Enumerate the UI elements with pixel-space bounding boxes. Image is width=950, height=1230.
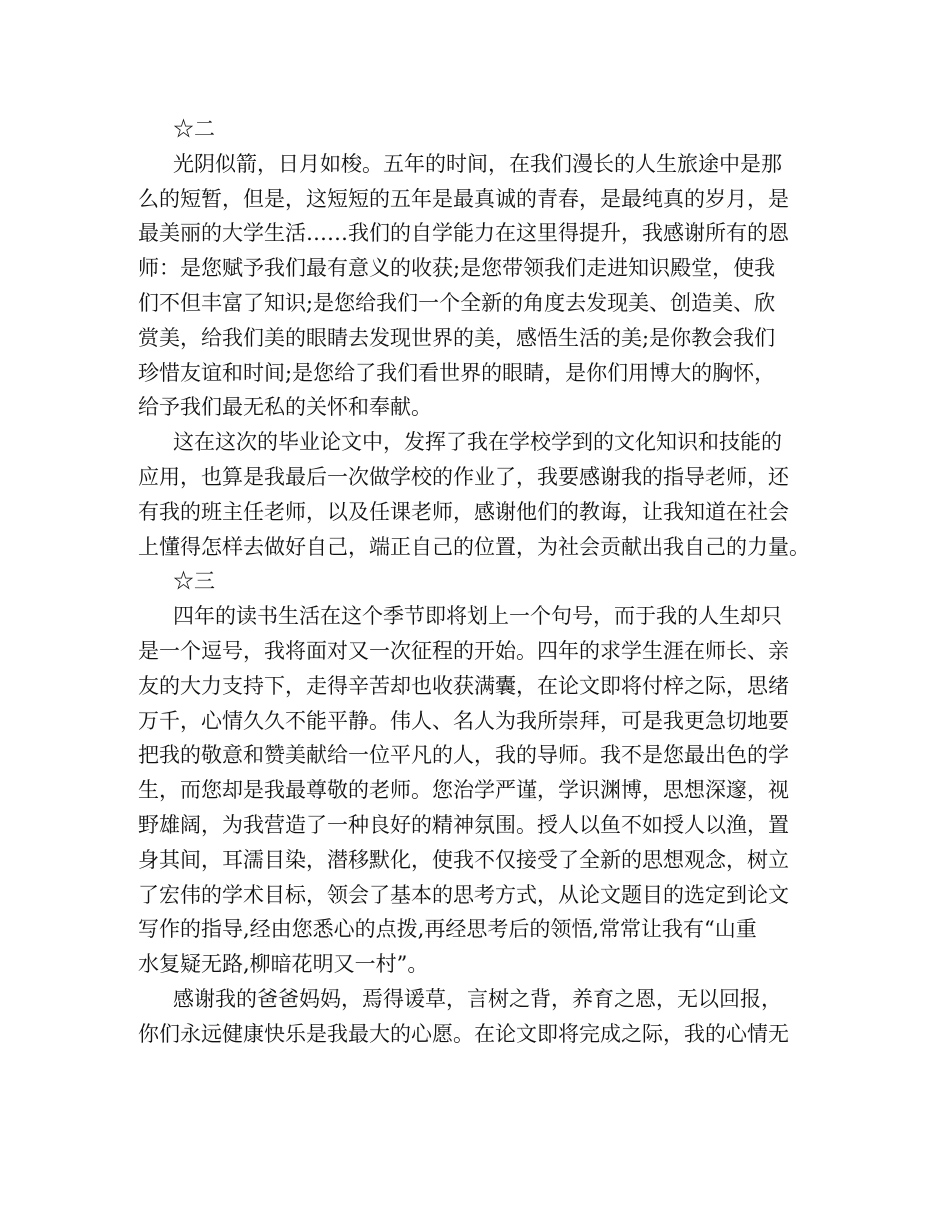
paragraph-line: 们不但丰富了知识;是您给我们一个全新的角度去发现美、创造美、欣: [138, 290, 776, 315]
paragraph: [138, 982, 828, 1052]
section-heading-2: ☆二: [173, 117, 215, 141]
paragraph-line: 最美丽的大学生活……我们的自学能力在这里得提升，我感谢所有的恩: [138, 221, 789, 246]
paragraph: [138, 147, 828, 425]
paragraph-line: 四年的读书生活在这个季节即将划上一个句号，而于我的人生却只: [173, 604, 782, 629]
paragraph-line: 给予我们最无私的关怀和奉献。: [138, 395, 432, 420]
paragraph-line: 这在这次的毕业论文中，发挥了我在学校学到的文化知识和技能的: [173, 430, 782, 455]
paragraph-line: 野雄阔，为我营造了一种良好的精神氛围。授人以鱼不如授人以渔，置: [138, 812, 789, 837]
paragraph-line: 是一个逗号，我将面对又一次征程的开始。四年的求学生涯在师长、亲: [138, 638, 789, 663]
paragraph-line: 感谢我的爸爸妈妈，焉得谖草，言树之背，养育之恩，无以回报，: [173, 986, 782, 1011]
paragraph-line: 了宏伟的学术目标，领会了基本的思考方式，从论文题目的选定到论文: [138, 882, 789, 907]
section-heading-3: ☆三: [173, 569, 215, 594]
document-body: [138, 112, 828, 1052]
paragraph: [138, 599, 828, 982]
paragraph-line: 你们永远健康快乐是我最大的心愿。在论文即将完成之际，我的心情无: [138, 1021, 789, 1046]
paragraph-line: 万千，心情久久不能平静。伟人、名人为我所崇拜，可是我更急切地要: [138, 708, 789, 733]
paragraph-line: 写作的指导,经由您悉心的点拨,再经思考后的领悟,常常让我有“山重: [138, 917, 757, 942]
paragraph-line: 友的大力支持下，走得辛苦却也收获满囊，在论文即将付梓之际，思绪: [138, 673, 789, 698]
paragraph-line: 把我的敬意和赞美献给一位平凡的人，我的导师。我不是您最出色的学: [138, 743, 789, 768]
paragraph-line: 师：是您赋予我们最有意义的收获;是您带领我们走进知识殿堂，使我: [138, 256, 776, 281]
paragraph-line: 应用，也算是我最后一次做学校的作业了，我要感谢我的指导老师，还: [138, 464, 789, 489]
paragraph-line: 生，而您却是我最尊敬的老师。您治学严谨，学识渊博，思想深邃，视: [138, 778, 789, 803]
paragraph-line: 上懂得怎样去做好自己，端正自己的位置，为社会贡献出我自己的力量。: [138, 534, 810, 559]
paragraph-line: 赏美，给我们美的眼睛去发现世界的美，感悟生活的美;是你教会我们: [138, 325, 776, 350]
paragraph-line: 有我的班主任老师，以及任课老师，感谢他们的教诲，让我知道在社会: [138, 499, 789, 524]
paragraph: [138, 425, 828, 564]
paragraph-line: 水复疑无路,柳暗花明又一村”。: [138, 952, 429, 977]
paragraph-line: 身其间，耳濡目染，潜移默化，使我不仅接受了全新的思想观念，树立: [138, 847, 789, 872]
paragraph-line: 光阴似箭，日月如梭。五年的时间，在我们漫长的人生旅途中是那: [173, 151, 782, 176]
paragraph-line: 么的短暂，但是，这短短的五年是最真诚的青春，是最纯真的岁月，是: [138, 186, 789, 211]
paragraph-line: 珍惜友谊和时间;是您给了我们看世界的眼睛，是你们用博大的胸怀，: [138, 360, 776, 385]
